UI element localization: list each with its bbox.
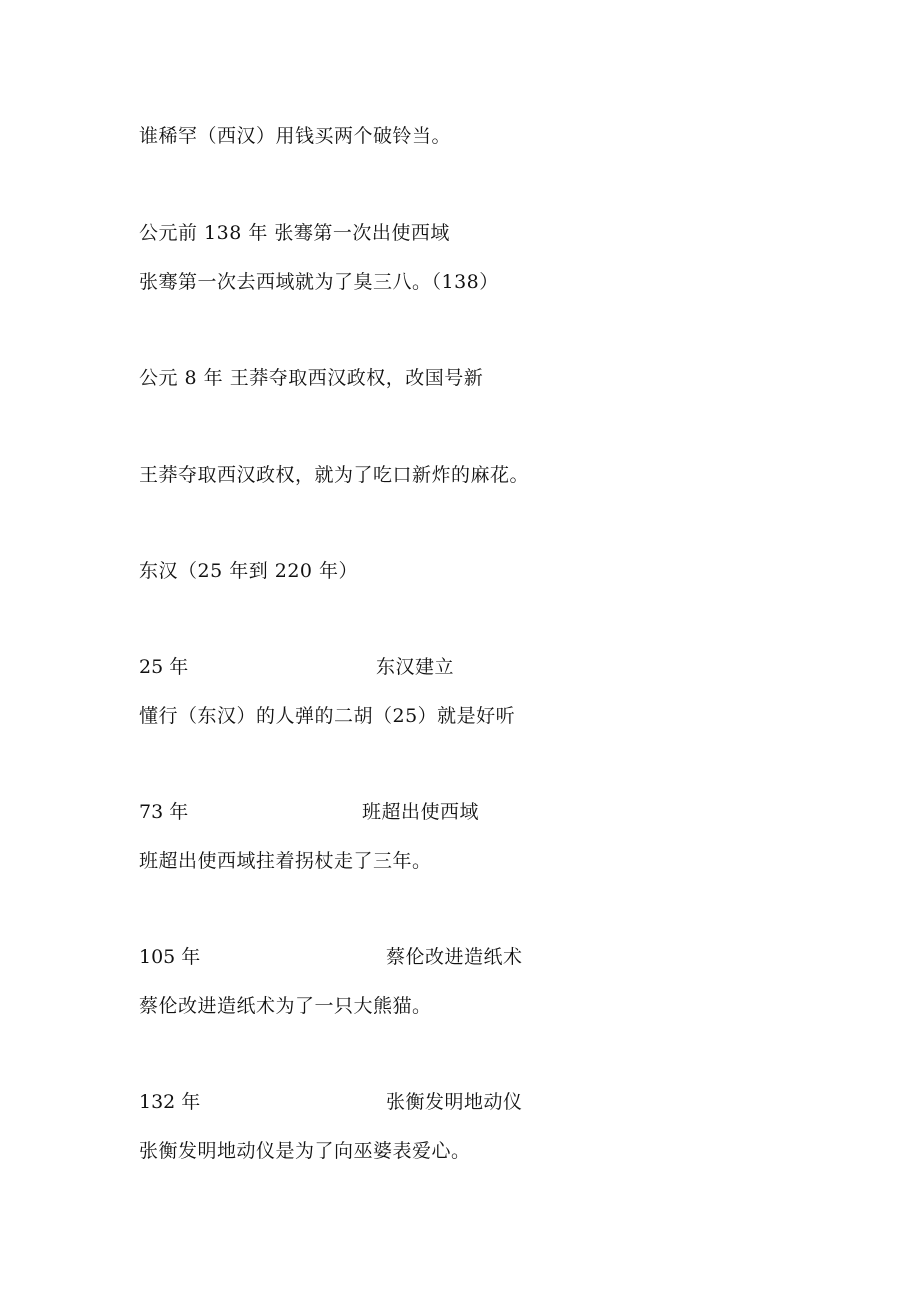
mnemonic-donghan: 懂行（东汉）的人弹的二胡（25）就是好听 xyxy=(139,705,516,727)
timeline-row xyxy=(139,945,523,969)
mnemonic-cailun: 蔡伦改进造纸术为了一只大熊猫。 xyxy=(139,995,432,1017)
timeline-row xyxy=(139,655,455,679)
timeline-event: 班超出使西域 xyxy=(362,801,480,823)
mnemonic-wangmang: 王莽夺取西汉政权，就为了吃口新炸的麻花。 xyxy=(139,464,530,486)
timeline-year: 25 年 xyxy=(139,656,189,678)
timeline-year: 132 年 xyxy=(139,1091,201,1113)
mnemonic-banchao: 班超出使西域拄着拐杖走了三年。 xyxy=(139,850,432,872)
timeline-year: 105 年 xyxy=(139,946,201,968)
mnemonic-zhangqian: 张骞第一次去西域就为了臭三八。（138） xyxy=(139,271,499,293)
mnemonic-zhangheng: 张衡发明地动仪是为了向巫婆表爱心。 xyxy=(139,1140,471,1162)
mnemonic-xihan: 谁稀罕（西汉）用钱买两个破铃当。 xyxy=(139,125,452,147)
event-zhangqian: 公元前 138 年 张骞第一次出使西域 xyxy=(139,222,450,244)
period-donghan: 东汉（25 年到 220 年） xyxy=(139,560,359,582)
timeline-row xyxy=(139,800,480,824)
event-wangmang: 公元 8 年 王莽夺取西汉政权，改国号新 xyxy=(139,367,484,389)
timeline-event: 东汉建立 xyxy=(376,656,455,678)
timeline-row xyxy=(139,1090,523,1114)
timeline-year: 73 年 xyxy=(139,801,189,823)
timeline-event: 张衡发明地动仪 xyxy=(386,1091,523,1113)
timeline-event: 蔡伦改进造纸术 xyxy=(386,946,523,968)
